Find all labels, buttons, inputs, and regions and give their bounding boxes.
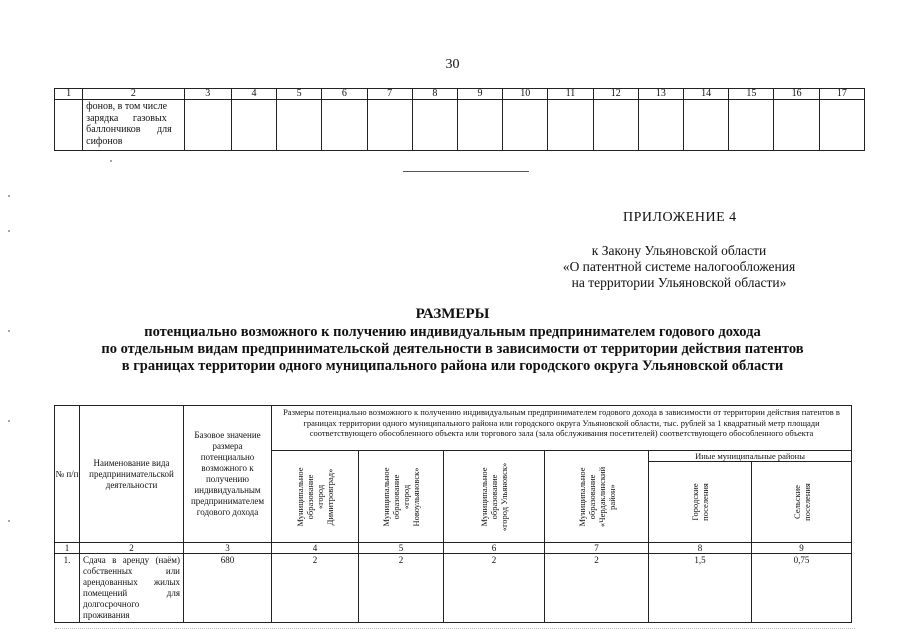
header-line: Димитровград» — [325, 468, 335, 525]
col-number: 5 — [277, 89, 322, 100]
header-line: Городские — [690, 483, 700, 521]
col-number: 2 — [80, 543, 184, 554]
header-line: «город — [315, 484, 325, 509]
header-group: Размеры потенциально возможного к получению индивидуальным предпринимателем годового дохода в зависимости от территории действия патентов в границах территории одного муниципального района или городского округа Ульяновской области, тыс. рублей за 1 квадратный метр площади соответствующего обособленного объекта или торгового зала (зала обслуживания посетителей) соответствующего обособленного объекта — [272, 406, 852, 451]
col-number: 3 — [184, 543, 272, 554]
col-number: 7 — [367, 89, 412, 100]
page-number: 30 — [445, 57, 460, 72]
separator-line — [403, 171, 529, 172]
activity-name: Сдача в аренду (наём) собственных или арендованных жилых помещений для долгосрочного проживания — [80, 554, 184, 623]
text-line: фонов, в том числе — [86, 101, 168, 112]
header-line: образование — [489, 474, 499, 519]
col-number: 10 — [503, 89, 548, 100]
appendix-line: «О патентной системе налогообложения — [562, 259, 796, 274]
header-num: № п/п — [55, 406, 80, 543]
value-urban: 1,5 — [649, 554, 752, 623]
col-number: 11 — [548, 89, 593, 100]
header-line: образование — [586, 474, 597, 519]
col-number: 4 — [272, 543, 359, 554]
col-number: 3 — [184, 89, 231, 100]
header-line: «Чердаклинский — [596, 466, 607, 527]
heading-title: РАЗМЕРЫ — [415, 306, 490, 322]
value-rural: 0,75 — [752, 554, 852, 623]
header-other-districts: Иные муниципальные районы — [649, 451, 852, 462]
base-value: 680 — [184, 554, 272, 623]
value-ulyanovsk: 2 — [444, 554, 545, 623]
text-line: баллончиков для — [86, 124, 172, 135]
header-line: образование — [391, 474, 401, 519]
col-number: 14 — [684, 89, 729, 100]
heading-line: в границах территории одного муниципального района или городского округа Ульяновской области — [121, 358, 784, 374]
scan-mark — [8, 420, 10, 422]
col-number: 8 — [412, 89, 457, 100]
col-number: 13 — [638, 89, 683, 100]
col-number: 5 — [359, 543, 444, 554]
heading-line: по отдельным видам предпринимательской деятельности в зависимости от территории действия патентов — [101, 341, 804, 357]
text-line: зарядка газовых — [86, 112, 167, 124]
col-number: 8 — [649, 543, 752, 554]
scan-mark — [8, 195, 10, 197]
header-line: Сельские — [791, 485, 802, 519]
col-number: 12 — [593, 89, 638, 100]
header-line: Муниципальное — [479, 467, 489, 526]
table-row — [55, 100, 865, 151]
text-line: сифонов — [86, 135, 123, 147]
col-number: 6 — [322, 89, 367, 100]
col-number: 9 — [457, 89, 502, 100]
appendix-line: к Закону Ульяновской области — [591, 243, 767, 258]
header-line: Новоульяновск» — [411, 466, 421, 527]
value-cherdakly: 2 — [545, 554, 649, 623]
col-number: 2 — [83, 89, 185, 100]
header-line: поселения — [700, 483, 710, 521]
heading-line: потенциально возможного к получению индивидуальным предпринимателем годового дохода — [144, 324, 761, 340]
header-line: образование — [305, 474, 315, 519]
header-line: Муниципальное — [576, 467, 587, 526]
col-number: 1 — [55, 543, 80, 554]
header-activity: Наименование вида предпринимательской деятельности — [80, 406, 184, 543]
appendix-line: на территории Ульяновской области» — [571, 275, 787, 290]
continuation-table — [54, 88, 865, 151]
row-number: 1. — [55, 554, 80, 623]
col-number: 4 — [231, 89, 276, 100]
header-line: Муниципальное — [295, 467, 305, 526]
col-number: 9 — [752, 543, 852, 554]
appendix-title: ПРИЛОЖЕНИЕ 4 — [623, 210, 737, 225]
header-dimitrovgrad — [272, 451, 359, 543]
col-number: 17 — [819, 89, 864, 100]
value-dimitrovgrad: 2 — [272, 554, 359, 623]
header-line: «город — [401, 484, 411, 509]
col-number: 6 — [444, 543, 545, 554]
header-rural-settlements — [752, 462, 852, 543]
header-base-value: Базовое значение размера потенциально возможного к получению индивидуальным предпринимателем годового дохода — [184, 406, 272, 543]
col-number: 7 — [545, 543, 649, 554]
value-novoulyanovsk: 2 — [359, 554, 444, 623]
header-urban-settlements — [649, 462, 752, 543]
header-cherdakly — [545, 451, 649, 543]
header-line: Муниципальное — [381, 467, 391, 526]
col-number: 16 — [774, 89, 819, 100]
scan-edge — [55, 628, 855, 631]
column-number-row — [55, 543, 852, 554]
appendix-reference — [520, 243, 838, 291]
scan-mark — [8, 520, 10, 522]
col-number: 15 — [729, 89, 774, 100]
scan-mark — [8, 330, 10, 332]
header-line: «город Ульяновск» — [499, 462, 509, 531]
scan-mark — [110, 160, 112, 162]
scan-mark — [8, 230, 10, 232]
col-number: 1 — [55, 89, 83, 100]
document-heading — [0, 306, 905, 375]
header-ulyanovsk — [444, 451, 545, 543]
header-novoulyanovsk — [359, 451, 444, 543]
activity-description — [83, 100, 185, 151]
column-number-row — [55, 89, 865, 100]
table-row — [55, 554, 852, 623]
income-size-table — [54, 405, 852, 623]
header-line: район» — [606, 483, 617, 510]
header-line: поселения — [801, 483, 812, 521]
